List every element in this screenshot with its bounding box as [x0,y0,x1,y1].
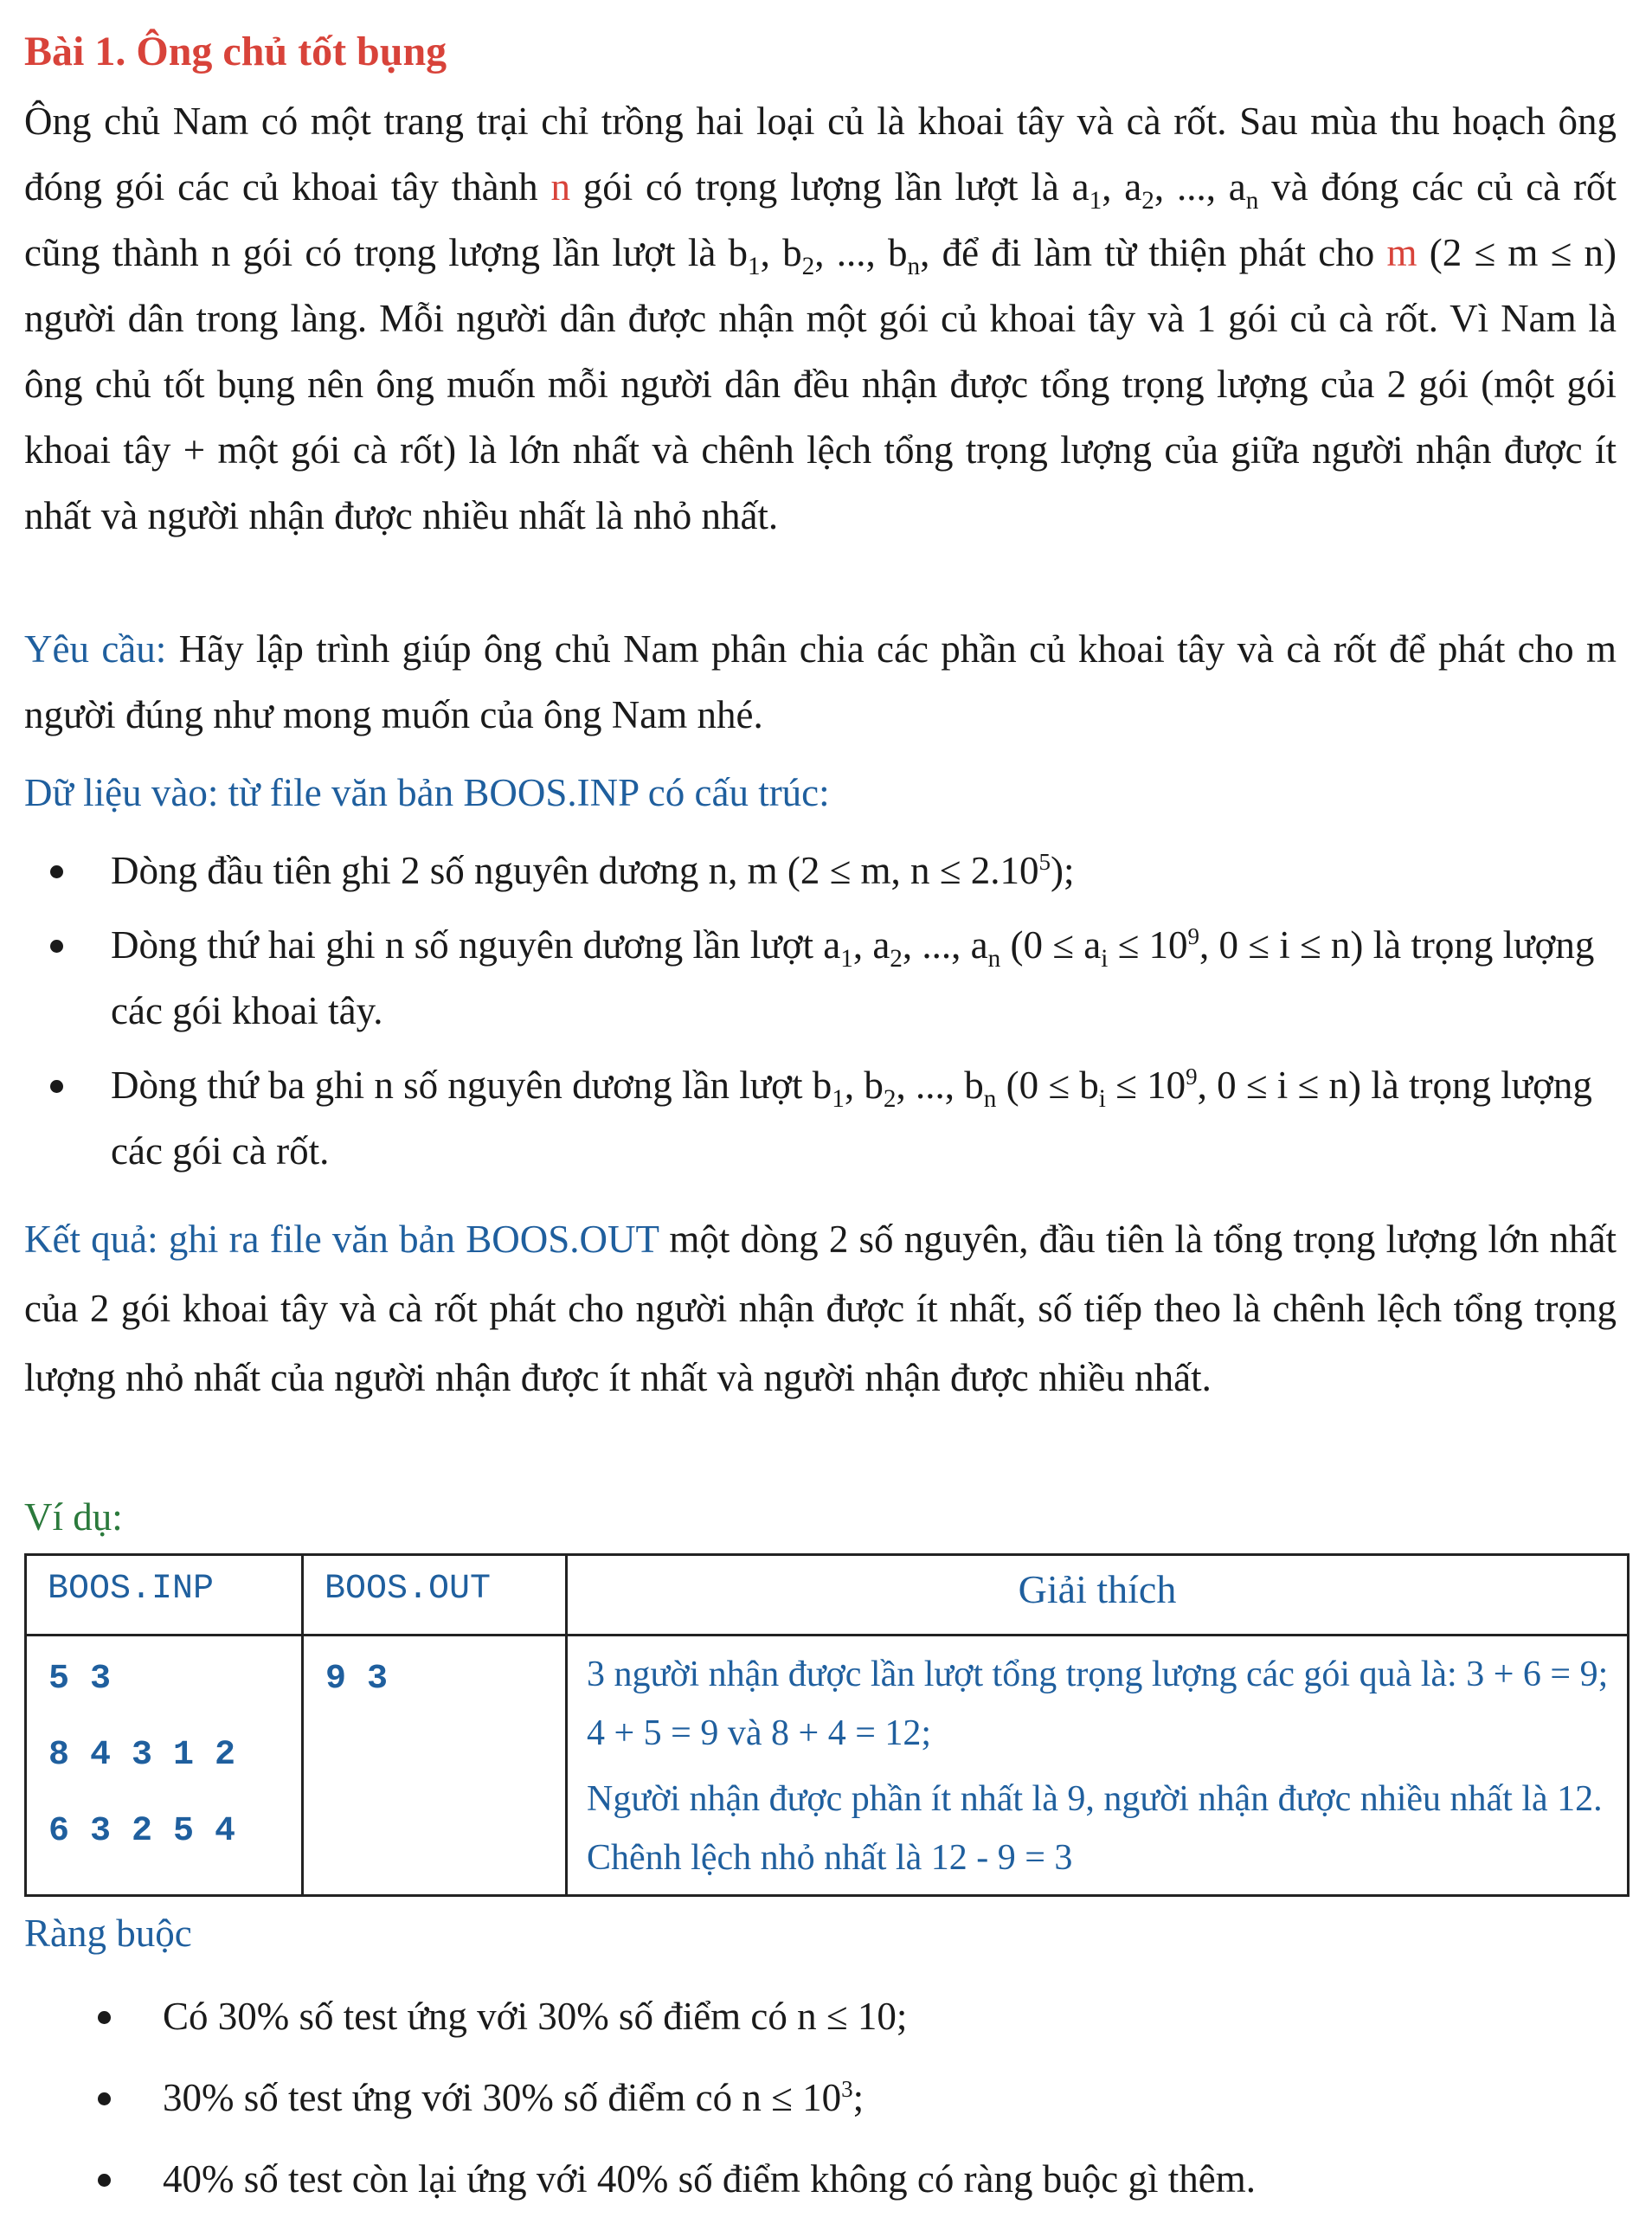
bullet-text: Dòng đầu tiên ghi 2 số nguyên dương n, m (2 ≤ m, n ≤ 2.10 [111,849,1039,892]
statement-text: và đóng các củ cà rốt cũng thành n gói có trọng lượng lần lượt là b [24,165,1617,274]
bullet-text: , ..., a [902,923,988,967]
subscript: 1 [1089,187,1102,215]
bullet-text: , 0 ≤ i ≤ n) là trọng lượng các gói cà rốt. [111,1064,1592,1173]
example-label: Ví dụ: [24,1495,123,1539]
input-bullet-1 [24,838,1617,903]
subscript: i [1101,945,1109,973]
bullet-text: (0 ≤ b [996,1064,1099,1107]
subscript: n [1245,187,1259,215]
superscript: 9 [1187,923,1200,949]
constraint-2 [24,2065,1617,2130]
bullet-text: , ..., b [896,1064,984,1107]
subscript: i [1098,1085,1106,1113]
bullet-text: ); [1051,849,1075,892]
superscript: 3 [841,2076,853,2102]
explanation-cell [567,1636,1629,1896]
output-cell [303,1636,567,1896]
statement-text: gói có trọng lượng lần lượt là a [569,165,1090,209]
bullet-text: , a [852,923,890,967]
constraint-3 [24,2146,1617,2212]
input-bullets [24,838,1617,1192]
constraint-text: 40% số test còn lại ứng với 40% số điểm không có ràng buộc gì thêm. [163,2157,1256,2201]
constraints-heading: Ràng buộc [24,1912,192,1955]
input-cell [26,1636,303,1896]
input-line: 8 4 3 1 2 [48,1736,236,1775]
explanation-line: 3 người nhận được lần lượt tổng trọng lượng các gói quà là: 3 + 6 = 9; 4 + 5 = 9 và 8 + 4 = 12; [587,1655,1609,1753]
bullet-text: ≤ 10 [1105,1064,1186,1107]
variable-m: m [1386,231,1417,274]
request-section [24,616,1617,748]
superscript: 9 [1186,1064,1198,1089]
statement-text: Ông chủ Nam có một trang trại chỉ trồng hai loại củ là khoai tây và cà rốt. Sau mùa thu hoạch ông đóng gói các củ khoai tây thành [24,100,1617,209]
request-label: Yêu cầu: [24,627,167,671]
superscript: 5 [1038,849,1051,875]
input-line: 6 3 2 5 4 [48,1812,236,1851]
table-header-row [26,1555,1629,1636]
constraint-text: ; [852,2076,865,2119]
problem-statement [24,88,1617,549]
input-heading: Dữ liệu vào: từ file văn bản BOOS.INP có cấu trúc: [24,771,830,814]
subscript: 1 [840,945,853,973]
statement-text: , ..., b [814,231,908,274]
output-section [24,1205,1617,1412]
bullet-text: , 0 ≤ i ≤ n) là trọng lượng các gói khoai tây. [111,923,1595,1032]
bullet-text: , b [844,1064,884,1107]
table-row [26,1636,1629,1896]
bullet-text: ≤ 10 [1108,923,1188,967]
subscript: 2 [801,253,815,280]
header-explanation: Giải thích [567,1555,1629,1636]
constraint-text: 30% số test ứng với 30% số điểm có n ≤ 10 [163,2076,842,2119]
subscript: n [987,945,1001,973]
subscript: 2 [1141,187,1154,215]
problem-title: Bài 1. Ông chủ tốt bụng [24,29,447,74]
header-input: BOOS.INP [26,1555,303,1636]
explanation-line: Người nhận được phần ít nhất là 9, người nhận được nhiều nhất là 12. Chênh lệch nhỏ nhất là 12 - 9 = 3 [587,1779,1603,1878]
input-line: 5 3 [48,1660,112,1699]
header-output: BOOS.OUT [303,1555,567,1636]
subscript: n [907,253,921,280]
output-text: một dòng 2 số nguyên, đầu tiên là tổng trọng lượng lớn nhất của 2 gói khoai tây và cà rốt phát cho người nhận được ít nhất, số tiếp theo là chênh lệch tổng trọng lượng nhỏ nhất của người nhận được ít nhất và người nhận được nhiều nhất. [24,1218,1617,1399]
subscript: 1 [748,253,761,280]
subscript: 1 [832,1085,845,1113]
bullet-text: Dòng thứ hai ghi n số nguyên dương lần lượt a [111,923,841,967]
bullet-text: Dòng thứ ba ghi n số nguyên dương lần lượt b [111,1064,832,1107]
statement-text: , ..., a [1154,165,1246,209]
subscript: n [983,1085,997,1113]
output-label: Kết quả: ghi ra file văn bản BOOS.OUT [24,1218,659,1261]
constraint-text: Có 30% số test ứng với 30% số điểm có n ≤ 10; [163,1995,908,2038]
constraint-1 [24,1983,1617,2049]
output-line: 9 3 [325,1660,389,1699]
bullet-text: (0 ≤ a [1000,923,1102,967]
example-table [24,1553,1630,1897]
variable-n: n [550,165,570,209]
statement-text: , a [1102,165,1142,209]
subscript: 2 [883,1085,897,1113]
statement-text: , b [760,231,802,274]
input-bullet-2 [24,912,1617,1044]
subscript: 2 [890,945,903,973]
request-text: Hãy lập trình giúp ông chủ Nam phân chia các phần củ khoai tây và cà rốt để phát cho m người đúng như mong muốn của ông Nam nhé. [24,627,1617,736]
constraints-list [24,1983,1617,2227]
statement-text: (2 ≤ m ≤ n) người dân trong làng. Mỗi người dân được nhận một gói củ khoai tây và 1 gói củ cà rốt. Vì Nam là ông chủ tốt bụng nên ông muốn mỗi người dân đều nhận được tổng trọng lượng của 2 gói (một gói khoai tây + một gói cà rốt) là lớn nhất và chênh lệch tổng trọng lượng của giữa người nhận được ít nhất và người nhận được nhiều nhất là nhỏ nhất. [24,231,1617,537]
input-bullet-3 [24,1052,1617,1184]
statement-text: , để đi làm từ thiện phát cho [920,231,1387,274]
